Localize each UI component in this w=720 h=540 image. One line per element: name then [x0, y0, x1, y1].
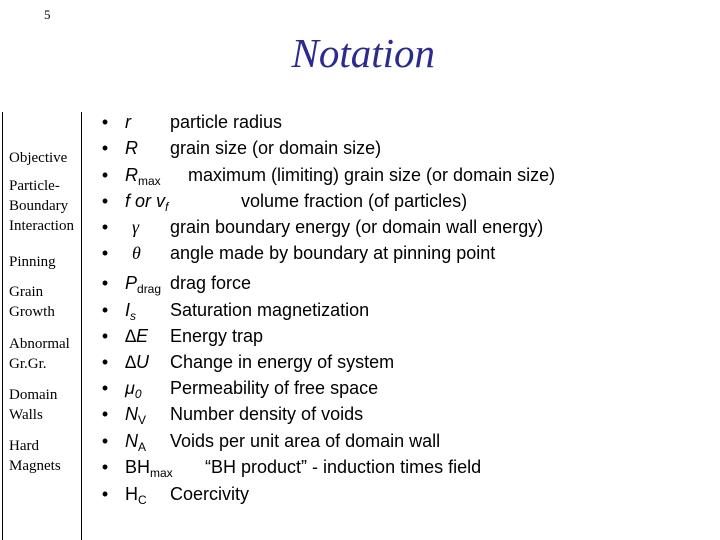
bullet: •: [101, 191, 109, 211]
page-number: 5: [44, 7, 51, 22]
sidebar-item-label: Pinning: [9, 254, 56, 270]
bullet: •: [101, 431, 109, 451]
notation-description: Coercivity: [170, 484, 250, 504]
notation-description: volume fraction (of particles): [241, 191, 468, 211]
sidebar-item-label: Hard: [9, 438, 39, 454]
bullet: •: [101, 112, 109, 132]
bullet: •: [101, 378, 109, 398]
sidebar-nav: [2, 112, 82, 540]
sidebar-item-label: Growth: [9, 304, 55, 320]
bullet: •: [101, 457, 109, 477]
notation-symbol: f or $v_f$: [125, 191, 169, 214]
notation-symbol: R: [125, 138, 138, 158]
bullet: •: [101, 484, 109, 504]
sidebar-item-label: Boundary: [9, 198, 69, 214]
notation-symbol: γ: [132, 217, 140, 237]
sidebar-item-domain-walls[interactable]: [9, 385, 57, 425]
bullet: •: [101, 217, 109, 237]
notation-symbol: $BH_{max}$: [125, 457, 173, 480]
bullet: •: [101, 352, 109, 372]
notation-symbol: r: [125, 112, 131, 132]
bullet: •: [101, 326, 109, 346]
notation-description: Change in energy of system: [170, 352, 395, 372]
notation-symbol: $N_V$: [125, 404, 147, 427]
bullet: •: [101, 243, 109, 263]
notation-symbol: $I_s$: [125, 300, 137, 323]
notation-description: drag force: [170, 273, 252, 293]
sidebar-item-objective[interactable]: [9, 148, 67, 168]
sidebar-item-label: Abnormal: [9, 336, 70, 352]
notation-symbol: θ: [132, 243, 141, 263]
notation-symbol: $N_A$: [125, 431, 147, 454]
notation-description: grain boundary energy (or domain wall energy): [170, 217, 544, 237]
notation-symbol: ∆E: [125, 326, 149, 346]
sidebar-item-label: Interaction: [9, 218, 74, 234]
notation-symbol: ∆U: [125, 352, 150, 372]
notation-description: Voids per unit area of domain wall: [170, 431, 441, 451]
notation-description: Energy trap: [170, 326, 264, 346]
sidebar-item-abnormal-grain-growth[interactable]: [9, 334, 70, 374]
sidebar-item-label: Gr.Gr.: [9, 356, 47, 372]
sidebar-item-grain-growth[interactable]: [9, 282, 55, 322]
sidebar-item-pinning[interactable]: [9, 252, 56, 272]
bullet: •: [101, 404, 109, 424]
notation-description: Saturation magnetization: [170, 300, 370, 320]
page-title: Notation: [291, 30, 435, 76]
bullet: •: [101, 300, 109, 320]
sidebar-item-particle-boundary-interaction[interactable]: [9, 176, 74, 236]
sidebar-item-label: Objective: [9, 150, 68, 166]
sidebar-item-label: Domain: [9, 387, 58, 403]
notation-symbol: $P_{drag}$: [125, 273, 162, 296]
notation-symbol: $\mu_0$: [125, 378, 142, 401]
notation-description: maximum (limiting) grain size (or domain size): [188, 165, 556, 185]
notation-description: Number density of voids: [170, 404, 364, 424]
notation-description: “BH product” - induction times field: [205, 457, 482, 477]
sidebar-item-hard-magnets[interactable]: [9, 436, 61, 476]
bullet: •: [101, 165, 109, 185]
sidebar-item-label: Particle-: [9, 178, 60, 194]
notation-symbol: $H_C$: [125, 484, 147, 507]
notation-symbol: $R_{max}$: [125, 165, 161, 188]
sidebar-item-label: Magnets: [9, 458, 61, 474]
notation-description: grain size (or domain size): [170, 138, 382, 158]
notation-description: angle made by boundary at pinning point: [170, 243, 496, 263]
bullet: •: [101, 138, 109, 158]
notation-description: particle radius: [170, 112, 283, 132]
bullet: •: [101, 273, 109, 293]
sidebar-item-label: Walls: [9, 407, 43, 423]
notation-description: Permeability of free space: [170, 378, 379, 398]
sidebar-item-label: Grain: [9, 284, 44, 300]
